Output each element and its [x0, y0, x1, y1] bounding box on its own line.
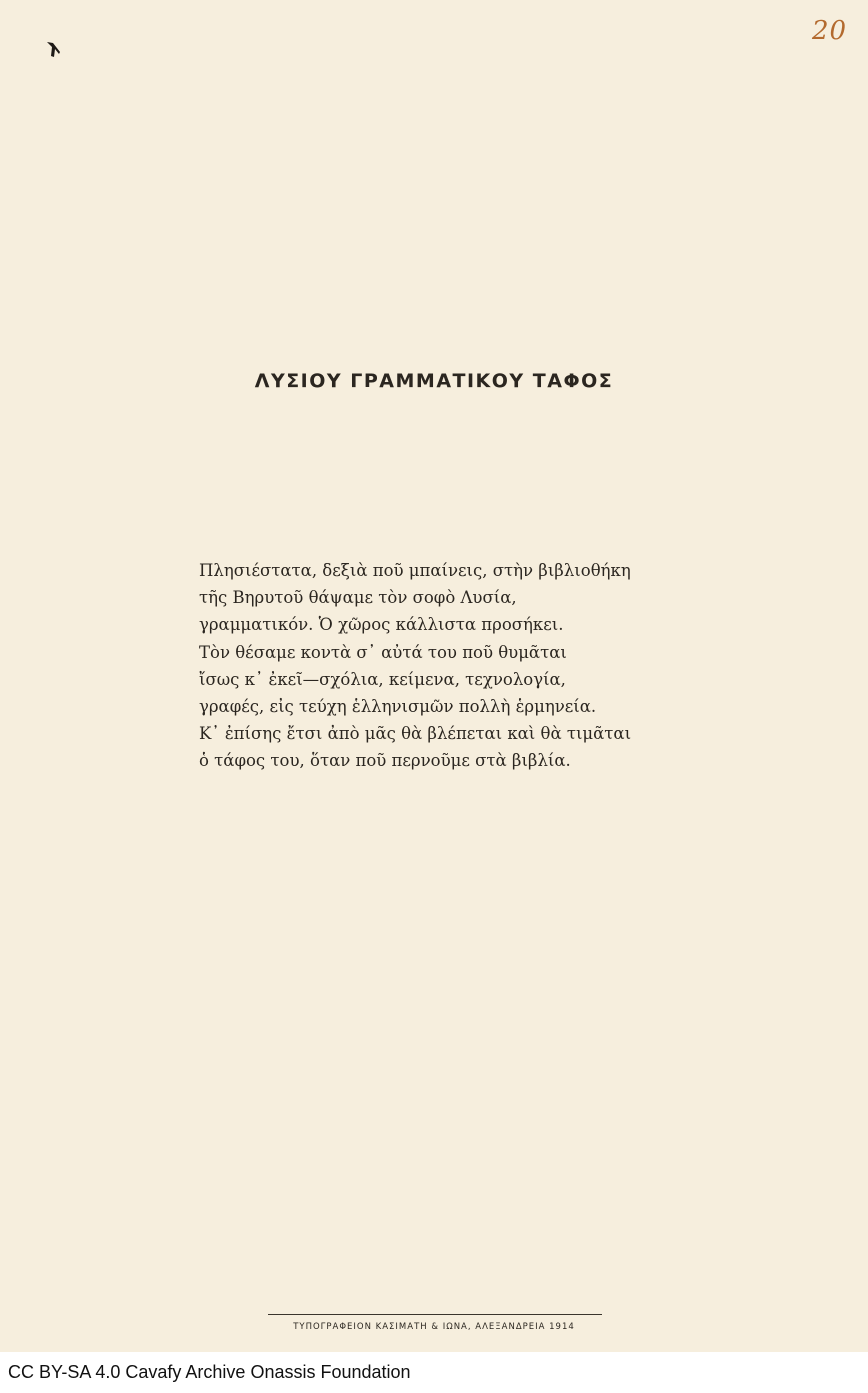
poem-line: ὁ τάφος του, ὅταν ποῦ περνοῦμε στὰ βιβλία. [199, 751, 571, 771]
ink-mark [44, 38, 62, 60]
poem-line: τῆς Βηρυτοῦ θάψαμε τὸν σοφὸ Λυσία, [199, 588, 517, 608]
printer-imprint: ΤΥΠΟΓΡΑΦΕΙΟΝ ΚΑΣΙΜΑΤΗ & ΙΩΝΑ, ΑΛΕΞΑΝΔΡΕΙΑ 1914 [293, 1322, 575, 1332]
poem-line: γραμματικόν. Ὁ χῶρος κάλλιστα προσήκει. [199, 615, 564, 635]
poem-body [199, 557, 631, 775]
license-footer [0, 1352, 868, 1393]
page-number: 20 [812, 16, 848, 46]
license-text: CC BY-SA 4.0 Cavafy Archive Onassis Foundation [8, 1362, 411, 1382]
poem-line: Τὸν θέσαμε κοντὰ σ᾽ αὐτά του ποῦ θυμᾶται [199, 642, 567, 662]
poem-line: Κ᾽ ἐπίσης ἔτσι ἀπὸ μᾶς θὰ βλέπεται καὶ θὰ τιμᾶται [199, 724, 632, 744]
poem-title: ΛΥΣΙΟΥ ΓΡΑΜΜΑΤΙΚΟΥ ΤΑΦΟΣ [254, 370, 614, 392]
poem-line: γραφές, εἰς τεύχη ἑλληνισμῶν πολλὴ ἑρμηνεία. [199, 696, 597, 716]
imprint-divider [268, 1314, 602, 1315]
poem-line: Πλησιέστατα, δεξιὰ ποῦ μπαίνεις, στὴν βιβλιοθήκη [199, 561, 631, 580]
poem-line: ἴσως κ᾽ ἐκεῖ—σχόλια, κείμενα, τεχνολογία, [199, 669, 566, 689]
